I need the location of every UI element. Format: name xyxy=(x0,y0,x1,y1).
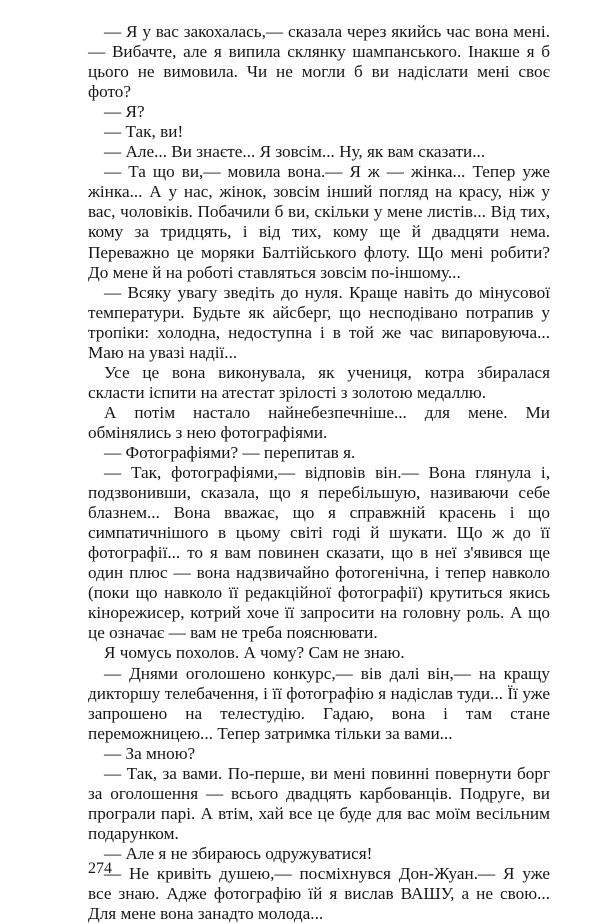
paragraph: Я чомусь похолов. А чому? Сам не знаю. xyxy=(104,643,405,663)
paragraph: — Всяку увагу зведіть до нуля. Краще навіть до мінусової температури. Будьте як айсберг, що несподівано потрапив у тропіки: холодна, недоступна і в той же час випаровуюча... Маю на увазі надії... xyxy=(88,282,550,362)
paragraph: — Так, фотографіями,— відповів він.— Вона глянула і, подзвонивши, сказала, що я перебільшую, називаючи себе блазнем... Вона вважає, що я справжній красень і що симпатичнішого в цьому світі годі й шукати. Що ж до її фотографії... то я вам повинен сказати, що в неї з'явився ще один плюс — вона надзвичайно фотогенічна, і тепер навколо (поки що навколо її редакційної фотографії) крутиться якись кінорежисер, котрий хоче її запросити на головну роль. А що це означає — вам не треба пояснювати. xyxy=(88,463,550,643)
paragraph: — Так, за вами. По-перше, ви мені повинні повернути борг за оголошення — всього двадцять карбованців. Подруге, ви програли парі. А втім, хай все це буде для вас моїм весільним подарунком. xyxy=(88,763,550,843)
paragraph: — Не кривіть душею,— посміхнувся Дон-Жуан.— Я уже все знаю. Адже фотографію їй я вислав ВАШУ, а не свою... Для мене вона занадто молода... xyxy=(88,863,550,924)
paragraph: Усе це вона виконувала, як учениця, котра збиралася скласти іспити на атестат зрілості з золотою медаллю. xyxy=(88,362,550,402)
page-text xyxy=(88,22,550,924)
page-number: 274 xyxy=(88,860,112,877)
paragraph: — Я у вас закохалась,— сказала через якийсь час вона мені.— Вибачте, але я випила склянку шампанського. Інакше я б цього не вимовила. Чи не могли б ви надіслати мені своє фото? xyxy=(88,22,550,102)
paragraph: — Але... Ви знаєте... Я зовсім... Ну, як вам сказати... xyxy=(104,142,486,162)
paragraph: — Днями оголошено конкурс,— вів далі він,— на кращу дикторшу телебачення, і її фотографію я надіслав туди... Її уже запрошено на телестудію. Гадаю, вона і там стане переможницею... Тепер затримка тільки за вами... xyxy=(88,663,550,743)
paragraph: — Так, ви! xyxy=(104,122,184,142)
paragraph: — За мною? xyxy=(104,743,196,763)
paragraph: — Та що ви,— мовила вона.— Я ж — жінка... Тепер уже жінка... А у нас, жінок, зовсім інший погляд на красу, ніж у вас, чоловіків. Побачили б ви, скільки у мене листів... Від тих, кому за тридцять, і від тих, кому ще й двадцяти нема. Переважно це моряки Балтійського флоту. Що мені робити? До мене й на роботі ставляться зовсім по-іншому... xyxy=(88,162,550,282)
paragraph: — Фотографіями? — перепитав я. xyxy=(104,442,356,462)
paragraph: — Але я не збираюсь одружуватися! xyxy=(104,843,373,863)
paragraph: — Я? xyxy=(104,102,145,122)
paragraph: А потім настало найнебезпечніше... для мене. Ми обмінялись з нею фотографіями. xyxy=(88,402,550,442)
